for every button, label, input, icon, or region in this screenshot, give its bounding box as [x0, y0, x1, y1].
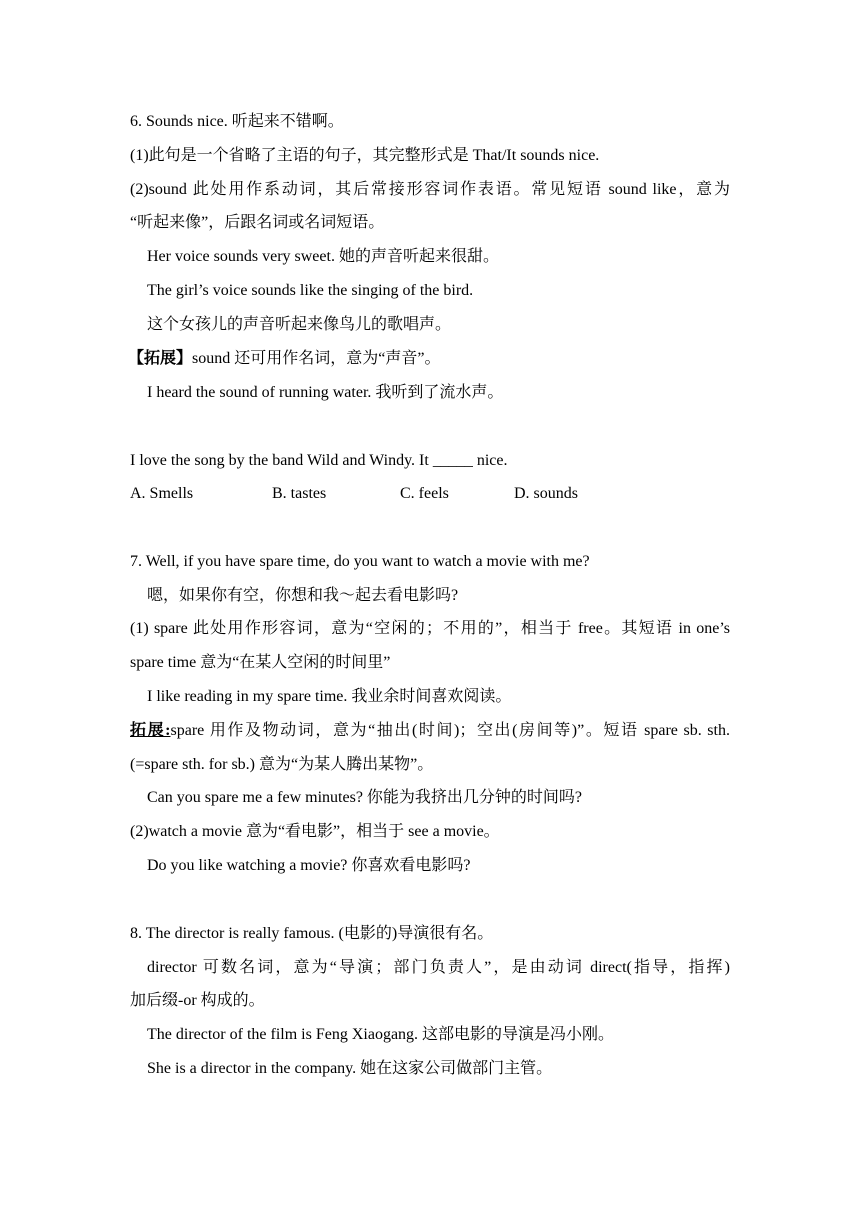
extension-text: sound 还可用作名词，意为“声音”。 [192, 350, 441, 367]
section-7-title-translation: 嗯，如果你有空，你想和我～起去看电影吗? [147, 587, 459, 604]
section-6-example-3: I heard the sound of running water. 我听到了流水声。 [147, 384, 504, 401]
option-c: C. feels [400, 485, 449, 502]
section-6-example-2-translation: 这个女孩儿的声音听起来像鸟儿的歌唱声。 [147, 316, 452, 333]
section-8-example-1: The director of the film is Feng Xiaogang. 这部电影的导演是冯小刚。 [147, 1026, 615, 1043]
practice-question: I love the song by the band Wild and Windy. It _____ nice. [130, 452, 508, 469]
section-7-point-2: (2)watch a movie 意为“看电影”，相当于 see a movie。 [130, 823, 500, 840]
section-7-example-3: Do you like watching a movie? 你喜欢看电影吗? [147, 857, 471, 874]
section-6-point-1: (1)此句是一个省略了主语的句子，其完整形式是 That/It sounds nice. [130, 147, 600, 164]
section-6-title: 6. Sounds nice. 听起来不错啊。 [130, 113, 344, 130]
extension-tag: 拓展: [130, 722, 171, 739]
extension-text: spare 用作及物动词，意为“抽出(时间)；空出(房间等)”。短语 spare sb. sth. [170, 722, 730, 739]
section-7-example-2: Can you spare me a few minutes? 你能为我挤出几分钟的时间吗? [147, 789, 583, 806]
answer-options [130, 484, 730, 504]
option-a: A. Smells [130, 485, 194, 502]
section-6-point-2-line-2: “听起来像”，后跟名词或名词短语。 [130, 214, 385, 231]
section-7-extension-line-2: (=spare sth. for sb.) 意为“为某人腾出某物”。 [130, 756, 434, 773]
section-8-title: 8. The director is really famous. (电影的)导演很有名。 [130, 925, 494, 942]
section-8-example-2: She is a director in the company. 她在这家公司做部门主管。 [147, 1060, 553, 1077]
extension-tag: 【拓展】 [128, 350, 193, 367]
section-7-example-1: I like reading in my spare time. 我业余时间喜欢阅读。 [147, 688, 512, 705]
section-8-point-line-2: 加后缀-or 构成的。 [130, 992, 265, 1009]
section-8-point-line-1: director 可数名词，意为“导演；部门负责人”，是由动词 direct(指导，指挥) [147, 959, 730, 976]
option-b: B. tastes [272, 485, 327, 502]
section-6-extension [128, 349, 728, 369]
section-7-point-1-line-2: spare time 意为“在某人空闲的时间里” [130, 654, 391, 671]
section-7-extension-line-1 [130, 721, 730, 741]
section-6-point-2-line-1: (2)sound 此处用作系动词，其后常接形容词作表语。常见短语 sound like，意为 [130, 181, 730, 198]
option-d: D. sounds [514, 485, 579, 502]
section-6-example-2: The girl’s voice sounds like the singing of the bird. [147, 282, 474, 299]
section-6-example-1: Her voice sounds very sweet. 她的声音听起来很甜。 [147, 248, 499, 265]
section-7-point-1-line-1: (1) spare 此处用作形容词，意为“空闲的；不用的”，相当于 free。其短语 in one’s [130, 620, 730, 637]
section-7-title: 7. Well, if you have spare time, do you want to watch a movie with me? [130, 553, 590, 570]
